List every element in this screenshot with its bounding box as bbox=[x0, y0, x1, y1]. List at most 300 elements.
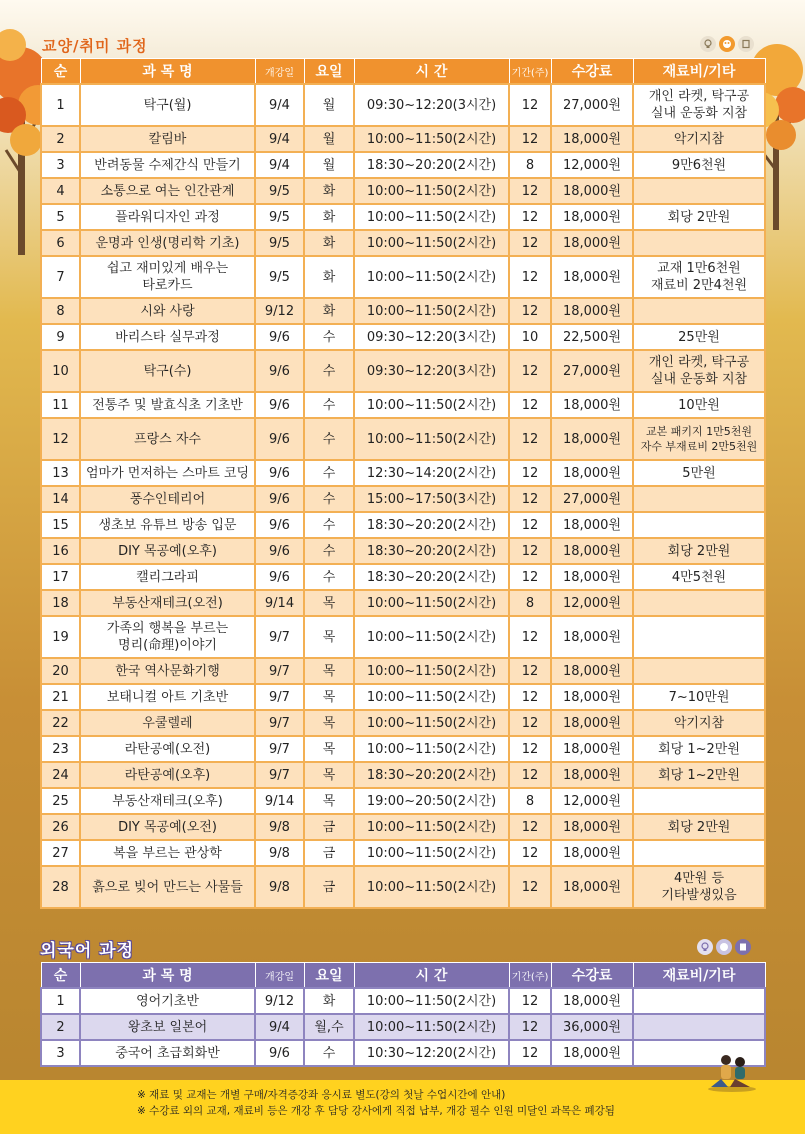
cell-start-date: 9/4 bbox=[255, 1014, 304, 1040]
table-row bbox=[41, 84, 765, 126]
cell-no: 22 bbox=[41, 710, 80, 736]
cell-course-name: 생초보 유튜브 방송 입문 bbox=[80, 512, 255, 538]
cell-weekday: 수 bbox=[304, 460, 354, 486]
cell-weekday: 목 bbox=[304, 788, 354, 814]
cell-material-cost: 회당 2만원 bbox=[633, 538, 765, 564]
cell-material-cost: 9만6천원 bbox=[633, 152, 765, 178]
cell-course-name: 라탄공예(오후) bbox=[80, 762, 255, 788]
cell-weekday: 수 bbox=[304, 418, 354, 460]
cell-time: 10:00~11:50(2시간) bbox=[354, 392, 509, 418]
table-row bbox=[41, 710, 765, 736]
cell-time: 10:00~11:50(2시간) bbox=[354, 178, 509, 204]
cell-material-cost bbox=[633, 298, 765, 324]
cell-material-cost: 개인 라켓, 탁구공 실내 운동화 지참 bbox=[633, 84, 765, 126]
table-row bbox=[41, 840, 765, 866]
cell-fee: 18,000원 bbox=[551, 988, 633, 1014]
table-row bbox=[41, 152, 765, 178]
cell-fee: 22,500원 bbox=[551, 324, 633, 350]
cell-weeks: 12 bbox=[509, 84, 551, 126]
cell-no: 2 bbox=[41, 126, 80, 152]
cell-weeks: 12 bbox=[509, 298, 551, 324]
cell-no: 23 bbox=[41, 736, 80, 762]
cell-material-cost bbox=[633, 616, 765, 658]
table-row bbox=[41, 658, 765, 684]
cell-no: 18 bbox=[41, 590, 80, 616]
cell-weekday: 월 bbox=[304, 84, 354, 126]
cell-weekday: 월 bbox=[304, 152, 354, 178]
cell-start-date: 9/6 bbox=[255, 418, 304, 460]
cell-start-date: 9/8 bbox=[255, 840, 304, 866]
cell-no: 20 bbox=[41, 658, 80, 684]
cell-material-cost bbox=[633, 178, 765, 204]
cell-weekday: 수 bbox=[304, 564, 354, 590]
footer-note: ※ 재료 및 교재는 개별 구매/자격증강좌 응시료 별도(강의 첫날 수업시간에 안내) bbox=[137, 1089, 506, 1101]
cell-time: 09:30~12:20(3시간) bbox=[354, 324, 509, 350]
cell-weekday: 수 bbox=[304, 350, 354, 392]
cell-material-cost bbox=[633, 590, 765, 616]
cell-start-date: 9/7 bbox=[255, 710, 304, 736]
cell-time: 10:00~11:50(2시간) bbox=[354, 814, 509, 840]
cell-fee: 18,000원 bbox=[551, 762, 633, 788]
cell-fee: 18,000원 bbox=[551, 204, 633, 230]
cell-weeks: 12 bbox=[509, 1040, 551, 1066]
cell-start-date: 9/6 bbox=[255, 564, 304, 590]
cell-fee: 18,000원 bbox=[551, 616, 633, 658]
column-header-time: 시 간 bbox=[354, 59, 509, 85]
cell-start-date: 9/5 bbox=[255, 204, 304, 230]
cell-no: 6 bbox=[41, 230, 80, 256]
cell-weekday: 금 bbox=[304, 866, 354, 908]
cell-start-date: 9/7 bbox=[255, 736, 304, 762]
cell-material-cost: 5만원 bbox=[633, 460, 765, 486]
column-header-course-name: 과 목 명 bbox=[80, 963, 255, 989]
cell-weeks: 8 bbox=[509, 152, 551, 178]
cell-weekday: 화 bbox=[304, 988, 354, 1014]
cell-fee: 12,000원 bbox=[551, 788, 633, 814]
cell-time: 10:00~11:50(2시간) bbox=[354, 204, 509, 230]
cell-weeks: 12 bbox=[509, 616, 551, 658]
cell-weekday: 목 bbox=[304, 590, 354, 616]
column-header-fee: 수강료 bbox=[551, 963, 633, 989]
cell-time: 10:00~11:50(2시간) bbox=[354, 230, 509, 256]
cell-weekday: 목 bbox=[304, 736, 354, 762]
table-header-row bbox=[41, 963, 765, 989]
cell-start-date: 9/6 bbox=[255, 460, 304, 486]
cell-start-date: 9/8 bbox=[255, 866, 304, 908]
cell-material-cost: 회당 1~2만원 bbox=[633, 762, 765, 788]
cell-course-name: 플라워디자인 과정 bbox=[80, 204, 255, 230]
cell-weeks: 12 bbox=[509, 418, 551, 460]
palette-icon bbox=[716, 939, 732, 955]
cell-material-cost bbox=[633, 658, 765, 684]
lightbulb-icon bbox=[697, 939, 713, 955]
cell-weeks: 12 bbox=[509, 710, 551, 736]
cell-fee: 18,000원 bbox=[551, 538, 633, 564]
table-row bbox=[41, 126, 765, 152]
cell-start-date: 9/4 bbox=[255, 152, 304, 178]
cell-material-cost: 회당 2만원 bbox=[633, 814, 765, 840]
cell-start-date: 9/7 bbox=[255, 762, 304, 788]
cell-course-name: 탁구(수) bbox=[80, 350, 255, 392]
cell-material-cost: 개인 라켓, 탁구공 실내 운동화 지참 bbox=[633, 350, 765, 392]
cell-fee: 27,000원 bbox=[551, 84, 633, 126]
cell-course-name: 가족의 행복을 부르는 명리(命理)이야기 bbox=[80, 616, 255, 658]
culture-course-table bbox=[40, 58, 766, 909]
cell-material-cost: 회당 1~2만원 bbox=[633, 736, 765, 762]
cell-weeks: 12 bbox=[509, 204, 551, 230]
cell-fee: 18,000원 bbox=[551, 418, 633, 460]
cell-course-name: 흙으로 빚어 만드는 사물들 bbox=[80, 866, 255, 908]
cell-course-name: 풍수인테리어 bbox=[80, 486, 255, 512]
table-row bbox=[41, 460, 765, 486]
cell-material-cost bbox=[633, 486, 765, 512]
section-title-language: 외국어 과정 bbox=[40, 941, 135, 961]
cell-course-name: 바리스타 실무과정 bbox=[80, 324, 255, 350]
table-row bbox=[41, 256, 765, 298]
cell-fee: 27,000원 bbox=[551, 486, 633, 512]
section-icons bbox=[697, 939, 751, 955]
cell-course-name: 한국 역사문화기행 bbox=[80, 658, 255, 684]
cell-start-date: 9/12 bbox=[255, 988, 304, 1014]
cell-time: 10:00~11:50(2시간) bbox=[354, 736, 509, 762]
table-row bbox=[41, 814, 765, 840]
cell-time: 18:30~20:20(2시간) bbox=[354, 512, 509, 538]
cell-weeks: 12 bbox=[509, 486, 551, 512]
cell-no: 25 bbox=[41, 788, 80, 814]
cell-course-name: DIY 목공예(오전) bbox=[80, 814, 255, 840]
cell-weeks: 12 bbox=[509, 512, 551, 538]
cell-fee: 18,000원 bbox=[551, 178, 633, 204]
lightbulb-icon bbox=[700, 36, 716, 52]
cell-time: 09:30~12:20(3시간) bbox=[354, 84, 509, 126]
cell-time: 19:00~20:50(2시간) bbox=[354, 788, 509, 814]
cell-material-cost: 10만원 bbox=[633, 392, 765, 418]
cell-weeks: 12 bbox=[509, 538, 551, 564]
cell-time: 10:00~11:50(2시간) bbox=[354, 710, 509, 736]
cell-no: 13 bbox=[41, 460, 80, 486]
cell-course-name: 엄마가 먼저하는 스마트 코딩 bbox=[80, 460, 255, 486]
table-row bbox=[41, 1014, 765, 1040]
table-row bbox=[41, 684, 765, 710]
column-header-no: 순 bbox=[41, 59, 80, 85]
cell-fee: 18,000원 bbox=[551, 840, 633, 866]
cell-no: 10 bbox=[41, 350, 80, 392]
cell-material-cost bbox=[633, 1014, 765, 1040]
cell-time: 10:00~11:50(2시간) bbox=[354, 418, 509, 460]
cell-fee: 18,000원 bbox=[551, 736, 633, 762]
cell-time: 10:30~12:20(2시간) bbox=[354, 1040, 509, 1066]
cell-material-cost: 회당 2만원 bbox=[633, 204, 765, 230]
cell-material-cost: 4만5천원 bbox=[633, 564, 765, 590]
cell-no: 14 bbox=[41, 486, 80, 512]
table-row bbox=[41, 512, 765, 538]
cell-time: 18:30~20:20(2시간) bbox=[354, 762, 509, 788]
cell-material-cost bbox=[633, 988, 765, 1014]
table-row bbox=[41, 298, 765, 324]
table-row bbox=[41, 866, 765, 908]
column-header-time: 시 간 bbox=[354, 963, 509, 989]
cell-course-name: 우쿨렐레 bbox=[80, 710, 255, 736]
cell-fee: 12,000원 bbox=[551, 590, 633, 616]
cell-fee: 18,000원 bbox=[551, 256, 633, 298]
cell-no: 24 bbox=[41, 762, 80, 788]
cell-start-date: 9/14 bbox=[255, 590, 304, 616]
cell-no: 27 bbox=[41, 840, 80, 866]
cell-weekday: 목 bbox=[304, 616, 354, 658]
cell-no: 3 bbox=[41, 1040, 80, 1066]
column-header-weeks: 기간(주) bbox=[509, 59, 551, 85]
cell-start-date: 9/6 bbox=[255, 350, 304, 392]
table-header-row bbox=[41, 59, 765, 85]
column-header-no: 순 bbox=[41, 963, 80, 989]
cell-weeks: 12 bbox=[509, 814, 551, 840]
cell-no: 16 bbox=[41, 538, 80, 564]
cell-material-cost: 교본 패키지 1만5천원 자수 부재료비 2만5천원 bbox=[633, 418, 765, 460]
cell-material-cost: 악기지참 bbox=[633, 126, 765, 152]
cell-no: 26 bbox=[41, 814, 80, 840]
cell-weekday: 금 bbox=[304, 840, 354, 866]
cell-start-date: 9/14 bbox=[255, 788, 304, 814]
cell-course-name: 캘리그라피 bbox=[80, 564, 255, 590]
cell-weeks: 12 bbox=[509, 392, 551, 418]
cell-start-date: 9/6 bbox=[255, 538, 304, 564]
cell-fee: 12,000원 bbox=[551, 152, 633, 178]
cell-weekday: 목 bbox=[304, 710, 354, 736]
column-header-fee: 수강료 bbox=[551, 59, 633, 85]
cell-material-cost bbox=[633, 230, 765, 256]
cell-course-name: 운명과 인생(명리학 기초) bbox=[80, 230, 255, 256]
palette-icon bbox=[719, 36, 735, 52]
cell-fee: 18,000원 bbox=[551, 1040, 633, 1066]
table-row bbox=[41, 350, 765, 392]
cell-course-name: 보태니컬 아트 기초반 bbox=[80, 684, 255, 710]
cell-no: 7 bbox=[41, 256, 80, 298]
cell-weekday: 수 bbox=[304, 486, 354, 512]
cell-fee: 18,000원 bbox=[551, 298, 633, 324]
cell-weekday: 수 bbox=[304, 1040, 354, 1066]
cell-weekday: 수 bbox=[304, 324, 354, 350]
cell-time: 10:00~11:50(2시간) bbox=[354, 256, 509, 298]
book-icon bbox=[735, 939, 751, 955]
cell-time: 10:00~11:50(2시간) bbox=[354, 658, 509, 684]
cell-course-name: 전통주 및 발효식초 기초반 bbox=[80, 392, 255, 418]
table-row bbox=[41, 988, 765, 1014]
cell-time: 10:00~11:50(2시간) bbox=[354, 840, 509, 866]
cell-time: 10:00~11:50(2시간) bbox=[354, 1014, 509, 1040]
cell-start-date: 9/7 bbox=[255, 616, 304, 658]
table-row bbox=[41, 590, 765, 616]
cell-weekday: 수 bbox=[304, 538, 354, 564]
cell-weeks: 12 bbox=[509, 762, 551, 788]
cell-course-name: 부동산재테크(오전) bbox=[80, 590, 255, 616]
cell-no: 5 bbox=[41, 204, 80, 230]
cell-weeks: 12 bbox=[509, 126, 551, 152]
table-row bbox=[41, 204, 765, 230]
cell-weekday: 목 bbox=[304, 658, 354, 684]
cell-weekday: 화 bbox=[304, 204, 354, 230]
cell-time: 18:30~20:20(2시간) bbox=[354, 152, 509, 178]
cell-start-date: 9/8 bbox=[255, 814, 304, 840]
cell-no: 19 bbox=[41, 616, 80, 658]
sitting-people-illustration bbox=[706, 1050, 758, 1092]
cell-weeks: 12 bbox=[509, 736, 551, 762]
cell-course-name: DIY 목공예(오후) bbox=[80, 538, 255, 564]
column-header-start-date: 개강일 bbox=[255, 963, 304, 989]
cell-weekday: 수 bbox=[304, 392, 354, 418]
cell-weekday: 월 bbox=[304, 126, 354, 152]
cell-time: 10:00~11:50(2시간) bbox=[354, 866, 509, 908]
cell-weeks: 12 bbox=[509, 350, 551, 392]
cell-start-date: 9/7 bbox=[255, 658, 304, 684]
table-row bbox=[41, 1040, 765, 1066]
cell-fee: 18,000원 bbox=[551, 512, 633, 538]
cell-no: 2 bbox=[41, 1014, 80, 1040]
cell-no: 4 bbox=[41, 178, 80, 204]
cell-fee: 18,000원 bbox=[551, 710, 633, 736]
table-row bbox=[41, 178, 765, 204]
cell-course-name: 반려동물 수제간식 만들기 bbox=[80, 152, 255, 178]
cell-fee: 18,000원 bbox=[551, 126, 633, 152]
cell-weeks: 8 bbox=[509, 788, 551, 814]
table-row bbox=[41, 392, 765, 418]
cell-no: 11 bbox=[41, 392, 80, 418]
cell-fee: 18,000원 bbox=[551, 392, 633, 418]
cell-material-cost bbox=[633, 840, 765, 866]
cell-start-date: 9/5 bbox=[255, 230, 304, 256]
cell-course-name: 시와 사랑 bbox=[80, 298, 255, 324]
column-header-material-cost: 재료비/기타 bbox=[633, 59, 765, 85]
cell-material-cost bbox=[633, 512, 765, 538]
cell-course-name: 왕초보 일본어 bbox=[80, 1014, 255, 1040]
cell-no: 9 bbox=[41, 324, 80, 350]
cell-no: 8 bbox=[41, 298, 80, 324]
cell-weeks: 12 bbox=[509, 1014, 551, 1040]
cell-start-date: 9/4 bbox=[255, 126, 304, 152]
cell-start-date: 9/6 bbox=[255, 512, 304, 538]
cell-start-date: 9/5 bbox=[255, 178, 304, 204]
cell-start-date: 9/6 bbox=[255, 324, 304, 350]
cell-weeks: 12 bbox=[509, 256, 551, 298]
cell-course-name: 라탄공예(오전) bbox=[80, 736, 255, 762]
cell-start-date: 9/6 bbox=[255, 486, 304, 512]
table-row bbox=[41, 486, 765, 512]
cell-start-date: 9/6 bbox=[255, 1040, 304, 1066]
section-icons bbox=[700, 36, 754, 52]
section-title-culture: 교양/취미 과정 bbox=[42, 37, 148, 55]
cell-time: 15:00~17:50(3시간) bbox=[354, 486, 509, 512]
cell-no: 3 bbox=[41, 152, 80, 178]
table-row bbox=[41, 564, 765, 590]
cell-weeks: 12 bbox=[509, 988, 551, 1014]
cell-start-date: 9/5 bbox=[255, 256, 304, 298]
cell-time: 18:30~20:20(2시간) bbox=[354, 564, 509, 590]
cell-no: 15 bbox=[41, 512, 80, 538]
cell-no: 17 bbox=[41, 564, 80, 590]
cell-weekday: 화 bbox=[304, 298, 354, 324]
cell-course-name: 탁구(월) bbox=[80, 84, 255, 126]
cell-start-date: 9/6 bbox=[255, 392, 304, 418]
cell-material-cost: 교재 1만6천원 재료비 2만4천원 bbox=[633, 256, 765, 298]
cell-no: 1 bbox=[41, 988, 80, 1014]
cell-weeks: 12 bbox=[509, 460, 551, 486]
cell-weeks: 12 bbox=[509, 840, 551, 866]
table-row bbox=[41, 762, 765, 788]
cell-weeks: 12 bbox=[509, 684, 551, 710]
cell-weekday: 월,수 bbox=[304, 1014, 354, 1040]
cell-weeks: 12 bbox=[509, 178, 551, 204]
cell-course-name: 중국어 초급회화반 bbox=[80, 1040, 255, 1066]
cell-weeks: 10 bbox=[509, 324, 551, 350]
cell-weekday: 화 bbox=[304, 230, 354, 256]
column-header-material-cost: 재료비/기타 bbox=[633, 963, 765, 989]
cell-time: 10:00~11:50(2시간) bbox=[354, 616, 509, 658]
cell-course-name: 프랑스 자수 bbox=[80, 418, 255, 460]
column-header-course-name: 과 목 명 bbox=[80, 59, 255, 85]
table-row bbox=[41, 324, 765, 350]
table-row bbox=[41, 230, 765, 256]
cell-fee: 18,000원 bbox=[551, 866, 633, 908]
cell-time: 10:00~11:50(2시간) bbox=[354, 590, 509, 616]
cell-fee: 18,000원 bbox=[551, 564, 633, 590]
cell-weeks: 12 bbox=[509, 866, 551, 908]
cell-fee: 18,000원 bbox=[551, 230, 633, 256]
cell-weekday: 화 bbox=[304, 178, 354, 204]
cell-time: 10:00~11:50(2시간) bbox=[354, 988, 509, 1014]
cell-time: 12:30~14:20(2시간) bbox=[354, 460, 509, 486]
cell-weeks: 12 bbox=[509, 564, 551, 590]
cell-material-cost: 25만원 bbox=[633, 324, 765, 350]
cell-fee: 18,000원 bbox=[551, 814, 633, 840]
cell-weekday: 목 bbox=[304, 684, 354, 710]
table-row bbox=[41, 736, 765, 762]
language-course-table bbox=[40, 962, 766, 1067]
cell-time: 18:30~20:20(2시간) bbox=[354, 538, 509, 564]
column-header-start-date: 개강일 bbox=[255, 59, 304, 85]
cell-fee: 27,000원 bbox=[551, 350, 633, 392]
footer-note: ※ 수강료 외의 교재, 재료비 등은 개강 후 담당 강사에게 직접 납부, 개강 필수 인원 미달인 과목은 폐강됨 bbox=[137, 1105, 615, 1117]
cell-course-name: 쉽고 재미있게 배우는 타로카드 bbox=[80, 256, 255, 298]
table-row bbox=[41, 788, 765, 814]
cell-material-cost bbox=[633, 788, 765, 814]
cell-course-name: 부동산재테크(오후) bbox=[80, 788, 255, 814]
cell-weeks: 12 bbox=[509, 658, 551, 684]
table-row bbox=[41, 418, 765, 460]
cell-weeks: 12 bbox=[509, 230, 551, 256]
cell-course-name: 소통으로 여는 인간관계 bbox=[80, 178, 255, 204]
cell-time: 09:30~12:20(3시간) bbox=[354, 350, 509, 392]
cell-material-cost: 7~10만원 bbox=[633, 684, 765, 710]
cell-fee: 18,000원 bbox=[551, 684, 633, 710]
cell-time: 10:00~11:50(2시간) bbox=[354, 298, 509, 324]
cell-course-name: 복을 부르는 관상학 bbox=[80, 840, 255, 866]
cell-material-cost: 악기지참 bbox=[633, 710, 765, 736]
cell-weeks: 8 bbox=[509, 590, 551, 616]
cell-course-name: 영어기초반 bbox=[80, 988, 255, 1014]
column-header-weekday: 요일 bbox=[304, 963, 354, 989]
cell-no: 1 bbox=[41, 84, 80, 126]
table-row bbox=[41, 616, 765, 658]
cell-weekday: 금 bbox=[304, 814, 354, 840]
cell-time: 10:00~11:50(2시간) bbox=[354, 684, 509, 710]
cell-no: 21 bbox=[41, 684, 80, 710]
table-row bbox=[41, 538, 765, 564]
cell-material-cost: 4만원 등 기타발생있음 bbox=[633, 866, 765, 908]
cell-fee: 18,000원 bbox=[551, 658, 633, 684]
cell-weekday: 화 bbox=[304, 256, 354, 298]
column-header-weeks: 기간(주) bbox=[509, 963, 551, 989]
cell-no: 28 bbox=[41, 866, 80, 908]
cell-start-date: 9/12 bbox=[255, 298, 304, 324]
